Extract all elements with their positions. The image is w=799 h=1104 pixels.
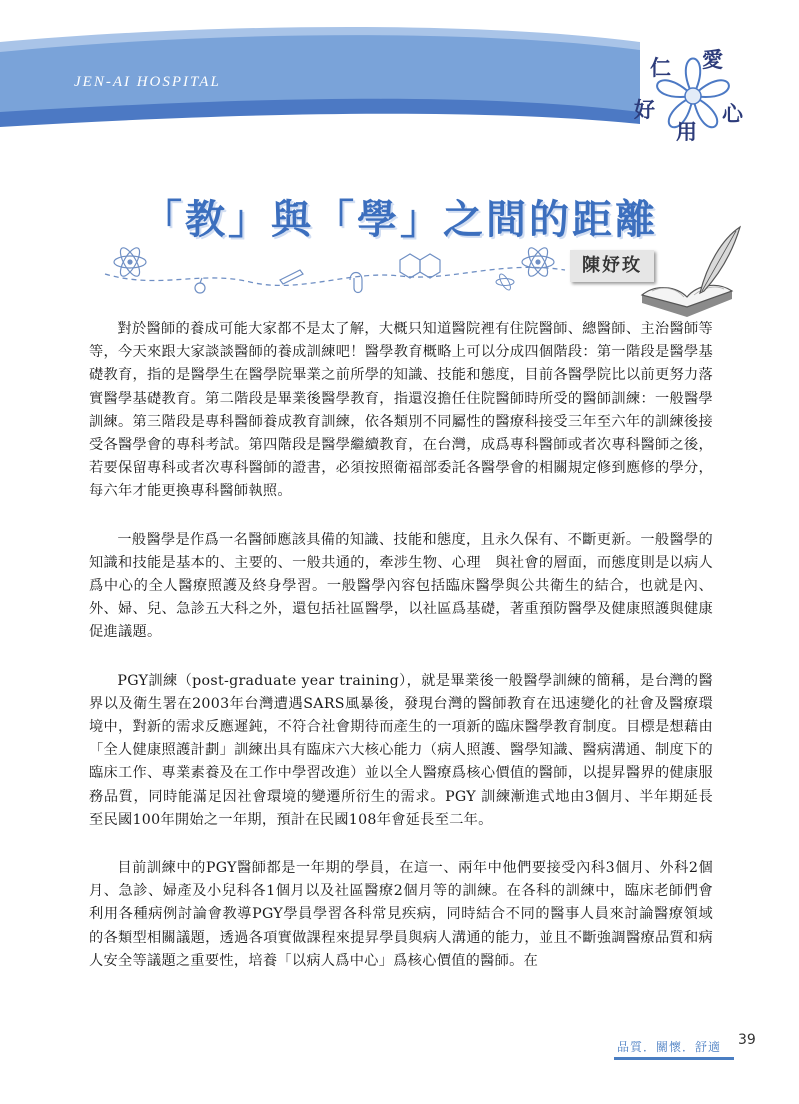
page-number: 39	[738, 1032, 756, 1048]
footer-slogan: 品質．關懷．舒適	[617, 1040, 722, 1054]
logo-char: 心	[722, 102, 743, 126]
paragraph: PGY訓練（post-graduate year training），就是畢業後一般醫學訓練的簡稱，是台灣的醫界以及衛生署在2003年台灣遭遇SARS風暴後，發現台灣的醫師教育在迅速變化的社會及醫療環境中，對新的需求反應遲鈍，不符合社會期待而產生的一項新的臨床醫學教育制度。目標是想藉由「全人健康照護計劃」訓練出具有臨床六大核心能力（病人照護、醫學知識、醫病溝通、制度下的臨床工作、專業素養及在工作中學習改進）並以全人醫療爲核心價值的醫師，以提昇醫界的健康服務品質，同時能滿足因社會環境的變遷所衍生的需求。PGY 訓練漸進式地由3個月、半年期延長至民國100年開始之一年期，預計在民國108年會延長至二年。	[89, 672, 713, 828]
author-name: 陳妤玫	[570, 250, 654, 282]
small-atom-icon	[496, 272, 514, 291]
atom-icon	[522, 245, 554, 279]
paragraph: 目前訓練中的PGY醫師都是一年期的學員，在這一、兩年中他們要接受內科3個月、外科2個月、急診、婦產及小兒科各1個月以及社區醫療2個月等的訓練。在各科的訓練中，臨床老師們會利用各種病例討論會教導PGY學員學習各科常見疾病，同時結合不同的醫事人員來討論醫療領域的各類型相關議題，透過各項實做課程來提昇學員與病人溝通的能力，並且不斷強調醫療品質和病人安全等議題之重要性，培養「以病人爲中心」爲核心價值的醫師。在	[89, 860, 713, 969]
hospital-name: JEN-AI HOSPITAL	[74, 74, 221, 90]
footer-divider	[614, 1057, 734, 1060]
paragraph: 一般醫學是作爲一名醫師應該具備的知識、技能和態度，且永久保有、不斷更新。一般醫學的知識和技能是基本的、主要的、一般共通的，牽涉生物、心理 與社會的層面，而態度則是以病人爲中心的全人醫療照護及終身學習。一般醫學內容包括臨床醫學與公共衛生的結合，也就是內、外、婦、兒、急診五大科之外，還包括社區醫學，以社區爲基礎，著重預防醫學及健康照護與健康促進議題。	[89, 531, 713, 641]
pencil-icon	[280, 270, 303, 284]
hospital-logo	[628, 36, 758, 156]
paperclip-icon	[350, 273, 362, 293]
logo-char: 好	[634, 98, 655, 122]
apple-icon	[195, 278, 205, 293]
decorative-science-doodles	[100, 240, 570, 300]
hexagon-molecule-icon	[400, 254, 440, 278]
logo-char: 仁	[650, 56, 671, 80]
article-title: 「教」與「學」之間的距離	[142, 197, 658, 243]
logo-char: 愛	[702, 48, 723, 72]
paragraph: 對於醫師的養成可能大家都不是太了解，大概只知道醫院裡有住院醫師、總醫師、主治醫師等等，今天來跟大家談談醫師的養成訓練吧！醫學教育概略上可以分成四個階段：第一階段是醫學基礎教育，指的是醫學生在醫學院畢業之前所學的知識、技能和態度，目前各醫學院比以前更努力落實醫學基礎教育。第二階段是畢業後醫學教育，指還沒擔任住院醫師時所受的醫師訓練：一般醫學訓練。第三階段是專科醫師養成教育訓練，依各類別不同屬性的醫療科接受三年至六年的訓練後接受各醫學會的專科考試。第四階段是醫學繼續教育，在台灣，成爲專科醫師或者次專科醫師之後，若要保留專科或者次專科醫師的證書，必須按照衛福部委託各醫學會的相關規定修到應修的學分，每六年才能更換專科醫師執照。	[89, 321, 713, 500]
atom-icon	[114, 245, 146, 279]
article-body	[89, 318, 713, 998]
logo-char: 用	[676, 120, 697, 144]
book-quill-icon	[632, 225, 742, 325]
